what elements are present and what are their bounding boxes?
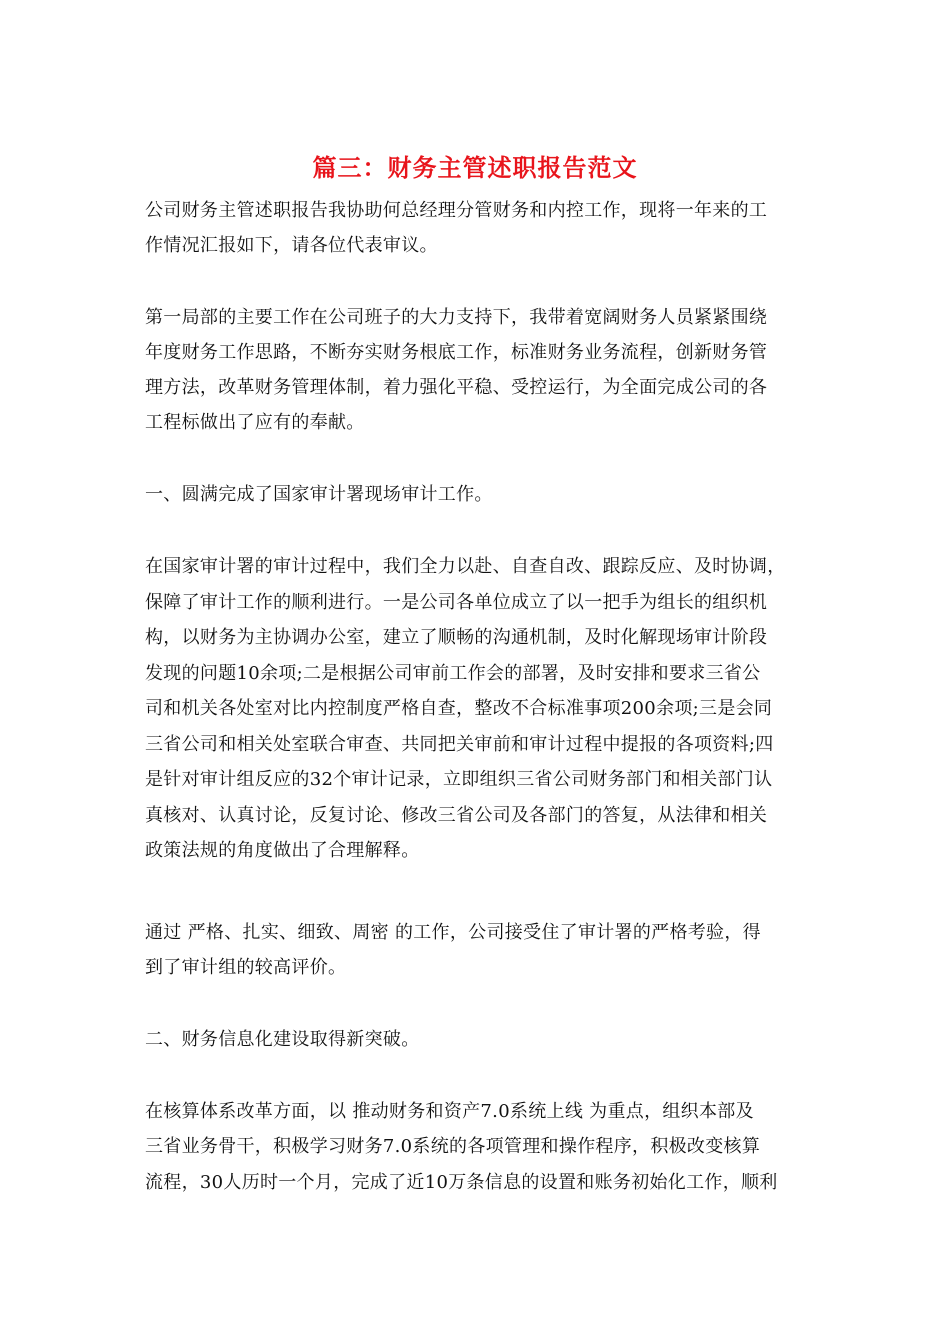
paragraph-line: 到了审计组的较高评价。	[145, 957, 347, 978]
paragraph-line: 构，以财务为主协调办公室，建立了顺畅的沟通机制，及时化解现场审计阶段	[145, 627, 768, 648]
paragraph-line: 司和机关各处室对比内控制度严格自查，整改不合标准事项200余项;三是会同	[145, 698, 773, 719]
paragraph-line: 发现的问题10余项;二是根据公司审前工作会的部署，及时安排和要求三省公	[145, 663, 761, 684]
paragraph-line: 在国家审计署的审计过程中，我们全力以赴、自查自改、跟踪反应、及时协调，	[145, 556, 786, 577]
paragraph-line: 年度财务工作思路，不断夯实财务根底工作，标准财务业务流程，创新财务管	[145, 342, 768, 363]
section-heading: 一、圆满完成了国家审计署现场审计工作。	[145, 484, 493, 505]
paragraph-line: 理方法，改革财务管理体制，着力强化平稳、受控运行，为全面完成公司的各	[145, 377, 768, 398]
paragraph-line: 工程标做出了应有的奉献。	[145, 412, 365, 433]
paragraph-line: 保障了审计工作的顺利进行。一是公司各单位成立了以一把手为组长的组织机	[145, 592, 768, 613]
paragraph-line: 通过 严格、扎实、细致、周密 的工作，公司接受住了审计署的严格考验，得	[145, 922, 761, 943]
section-heading: 二、财务信息化建设取得新突破。	[145, 1029, 420, 1050]
paragraph-line: 真核对、认真讨论，反复讨论、修改三省公司及各部门的答复，从法律和相关	[145, 805, 768, 826]
paragraph-line: 三省公司和相关处室联合审查、共同把关审前和审计过程中提报的各项资料;四	[145, 734, 774, 755]
paragraph-line: 第一局部的主要工作在公司班子的大力支持下，我带着宽阔财务人员紧紧围绕	[145, 307, 768, 328]
paragraph-line: 流程，30人历时一个月，完成了近10万条信息的设置和账务初始化工作，顺利	[145, 1172, 778, 1193]
paragraph-line: 公司财务主管述职报告我协助何总经理分管财务和内控工作，现将一年来的工	[145, 200, 768, 221]
paragraph-line: 政策法规的角度做出了合理解释。	[145, 840, 420, 861]
paragraph-line: 作情况汇报如下，请各位代表审议。	[145, 235, 438, 256]
paragraph-line: 三省业务骨干，积极学习财务7.0系统的各项管理和操作程序，积极改变核算	[145, 1136, 761, 1157]
document-title: 篇三：财务主管述职报告范文	[312, 153, 638, 182]
paragraph-line: 是针对审计组反应的32个审计记录，立即组织三省公司财务部门和相关部门认	[145, 769, 773, 790]
paragraph-line: 在核算体系改革方面，以 推动财务和资产7.0系统上线 为重点，组织本部及	[145, 1101, 754, 1122]
